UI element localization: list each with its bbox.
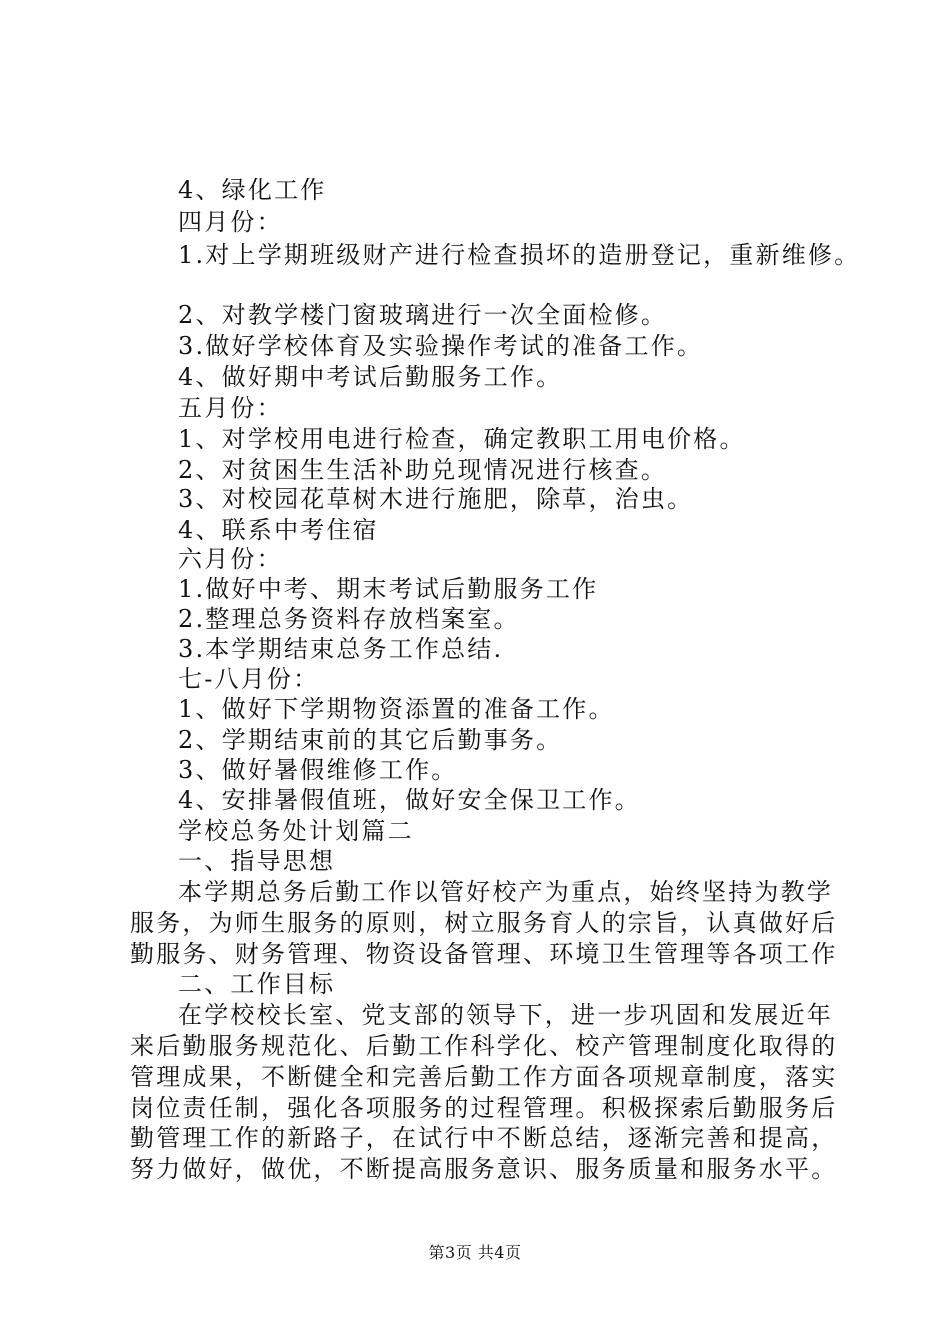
may-item-2: 2、对贫困生生活补助兑现情况进行核查。	[178, 456, 668, 484]
june-item-3: 3.本学期结束总务工作总结.	[178, 635, 504, 663]
june-item-1: 1.做好中考、期末考试后勤服务工作	[178, 575, 599, 603]
june-heading: 六月份：	[178, 545, 283, 573]
april-item-1: 1.对上学期班级财产进行检查损坏的造册登记，重新维修。	[178, 241, 861, 269]
july-august-item-1: 1、做好下学期物资添置的准备工作。	[178, 695, 615, 723]
june-item-2: 2.整理总务资料存放档案室。	[178, 605, 520, 633]
page-number-footer: 第3页 共4页	[428, 1243, 522, 1262]
july-august-item-2: 2、学期结束前的其它后勤事务。	[178, 726, 563, 754]
may-heading: 五月份：	[178, 394, 283, 422]
paragraph-goals-line-5: 勤管理工作的新路子，在试行中不断总结，逐渐完善和提高，	[130, 1124, 838, 1152]
paragraph-goals-line-2: 来后勤服务规范化、后勤工作科学化、校产管理制度化取得的	[130, 1032, 838, 1060]
heading-guiding-ideology: 一、指导思想	[178, 847, 336, 875]
section-title-plan-two: 学校总务处计划篇二	[178, 817, 414, 845]
paragraph-goals-line-6: 努力做好，做优，不断提高服务意识、服务质量和服务水平。	[130, 1155, 838, 1183]
july-august-item-4: 4、安排暑假值班，做好安全保卫工作。	[178, 786, 641, 814]
greening-work-item: 4、绿化工作	[178, 176, 327, 204]
april-heading: 四月份：	[178, 208, 283, 236]
heading-work-goals: 二、工作目标	[178, 970, 336, 998]
july-august-item-3: 3、做好暑假维修工作。	[178, 756, 458, 784]
july-august-heading: 七-八月份：	[178, 665, 320, 693]
paragraph-goals-line-4: 岗位责任制，强化各项服务的过程管理。积极探索后勤服务后	[130, 1094, 838, 1122]
paragraph-guiding-line-3: 勤服务、财务管理、物资设备管理、环境卫生管理等各项工作	[130, 940, 838, 968]
may-item-3: 3、对校园花草树木进行施肥，除草，治虫。	[178, 485, 694, 513]
april-item-3: 3.做好学校体育及实验操作考试的准备工作。	[178, 332, 704, 360]
april-item-4: 4、做好期中考试后勤服务工作。	[178, 363, 563, 391]
april-item-2: 2、对教学楼门窗玻璃进行一次全面检修。	[178, 301, 668, 329]
may-item-4: 4、联系中考住宿	[178, 516, 379, 544]
paragraph-goals-line-1: 在学校校长室、党支部的领导下，进一步巩固和发展近年	[178, 1001, 833, 1029]
paragraph-guiding-line-1: 本学期总务后勤工作以管好校产为重点，始终坚持为教学	[178, 878, 833, 906]
paragraph-guiding-line-2: 服务，为师生服务的原则，树立服务育人的宗旨，认真做好后	[130, 909, 838, 937]
paragraph-goals-line-3: 管理成果，不断健全和完善后勤工作方面各项规章制度，落实	[130, 1063, 838, 1091]
may-item-1: 1、对学校用电进行检查，确定教职工用电价格。	[178, 425, 746, 453]
